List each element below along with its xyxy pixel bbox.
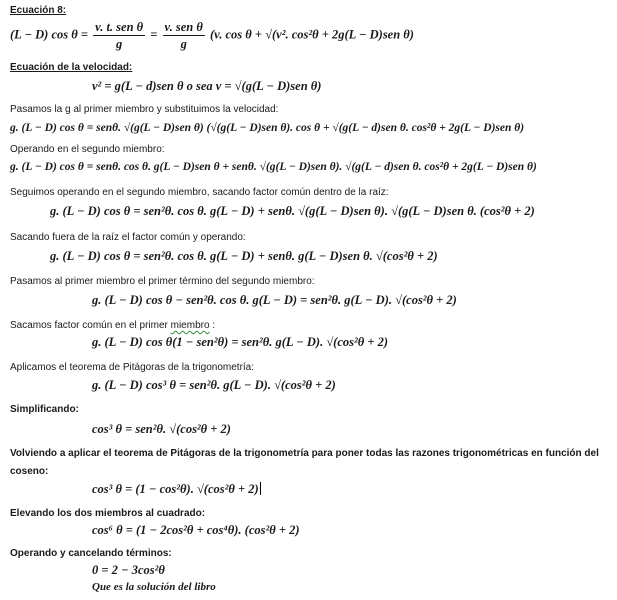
text-operando-segundo: Operando en el segundo miembro:	[10, 144, 165, 155]
equation-8-fraction-1-numerator: v. t. sen θ	[95, 20, 144, 34]
equation-simplificando: cos³ θ = sen²θ. √(cos²θ + 2)	[92, 422, 231, 436]
text-primer-termino: Pasamos al primer miembro el primer término del segundo miembro:	[10, 276, 315, 287]
equation-8-lhs: (L − D) cos θ =	[10, 27, 88, 42]
equation-8-fraction-2-numerator: v. sen θ	[164, 20, 203, 34]
equation-factor-raiz: g. (L − D) cos θ = sen²θ. cos θ. g(L − D) + senθ. √(g(L − D)sen θ). √(g(L − D)sen θ. (cos²θ + 2)	[50, 204, 535, 218]
equation-8-rest: (v. cos θ + √(v². cos²θ + 2g(L − D)sen θ)	[209, 27, 414, 42]
text-solucion-libro: Que es la solución del libro	[92, 581, 216, 593]
equation-cancelando: 0 = 2 − 3cos²θ	[92, 563, 165, 577]
heading-ecuacion-velocidad: Ecuación de la velocidad:	[10, 62, 133, 73]
equation-8-fraction-2-denominator: g	[180, 37, 187, 51]
text-factor-comun	[10, 320, 215, 332]
text-volviendo-line-1: Volviendo a aplicar el teorema de Pitágoras de la trigonometría para poner todas las razones trigonométricas en función del	[10, 448, 599, 459]
equation-volviendo	[92, 482, 261, 496]
equation-volviendo-text: cos³ θ = (1 − cos²θ). √(cos²θ + 2)	[92, 482, 259, 496]
equation-factor-comun: g. (L − D) cos θ(1 − sen²θ) = sen²θ. g(L − D). √(cos²θ + 2)	[92, 335, 389, 349]
equation-pitagoras: g. (L − D) cos³ θ = sen²θ. g(L − D). √(cos²θ + 2)	[92, 378, 336, 392]
equation-primer-termino: g. (L − D) cos θ − sen²θ. cos θ. g(L − D) = sen²θ. g(L − D). √(cos²θ + 2)	[92, 293, 457, 307]
text-pitagoras: Aplicamos el teorema de Pitágoras de la trigonometría:	[10, 362, 255, 373]
equation-8-equals: =	[150, 27, 158, 42]
equation-8-fraction-2	[163, 20, 205, 51]
text-pasamos-g: Pasamos la g al primer miembro y substituimos la velocidad:	[10, 104, 279, 115]
equation-fuera-raiz: g. (L − D) cos θ = sen²θ. cos θ. g(L − D) + senθ. g(L − D)sen θ. √(cos²θ + 2)	[50, 249, 438, 263]
text-cursor	[260, 482, 261, 495]
equation-8	[10, 20, 414, 51]
equation-8-fraction-1-denominator: g	[116, 37, 123, 51]
equation-operando-segundo: g. (L − D) cos θ = senθ. cos θ. g(L − D)sen θ + senθ. √(g(L − D)sen θ). √(g(L − d)sen θ. cos²θ + 2g(L − D)sen θ)	[10, 161, 537, 173]
text-factor-comun-post: :	[209, 320, 216, 331]
equation-elevando: cos⁶ θ = (1 − 2cos²θ + cos⁴θ). (cos²θ + 2)	[92, 523, 300, 537]
text-elevando: Elevando los dos miembros al cuadrado:	[10, 508, 206, 519]
equation-pasamos-g: g. (L − D) cos θ = senθ. √(g(L − D)sen θ) (√(g(L − D)sen θ). cos θ + √(g(L − d)sen θ. cos²θ + 2g(L − D)sen θ)	[10, 122, 525, 134]
text-factor-raiz: Seguimos operando en el segundo miembro, sacando factor común dentro de la raíz:	[10, 187, 389, 198]
heading-ecuacion-8: Ecuación 8:	[10, 5, 67, 16]
text-simplificando: Simplificando:	[10, 404, 79, 415]
text-volviendo-line-2: coseno:	[10, 466, 49, 477]
equation-velocidad: v² = g(L − d)sen θ o sea v = √(g(L − D)sen θ)	[92, 79, 322, 93]
equation-8-fraction-1	[93, 20, 145, 51]
text-factor-comun-pre: Sacamos factor común en el primer	[10, 320, 171, 331]
text-fuera-raiz: Sacando fuera de la raíz el factor común y operando:	[10, 232, 246, 243]
text-cancelando: Operando y cancelando términos:	[10, 548, 172, 559]
spellcheck-word[interactable]: miembro	[170, 320, 210, 331]
